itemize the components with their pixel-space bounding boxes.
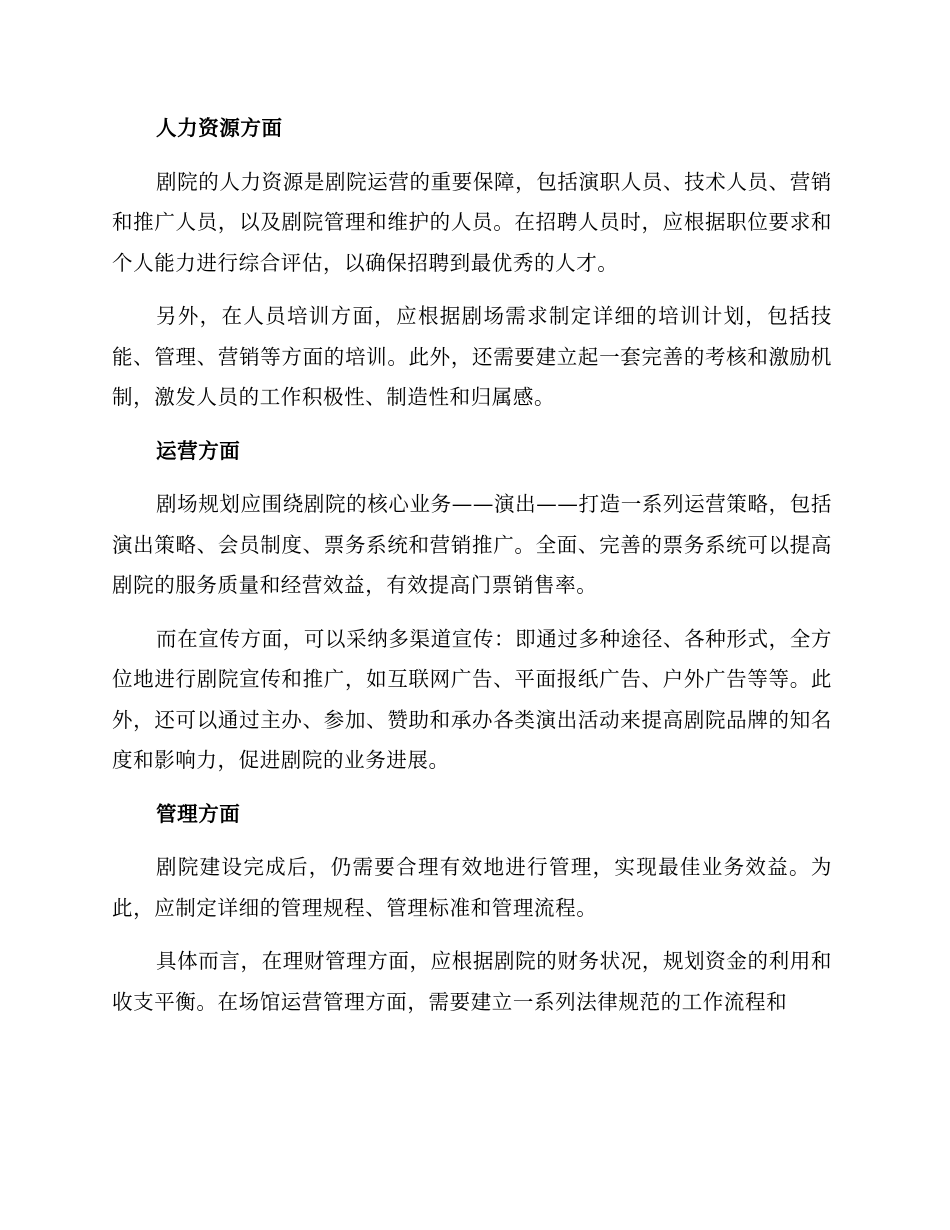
section-heading-operations: 运营方面 [156,438,241,463]
paragraph-management-1: 剧院建设完成后，仍需要合理有效地进行管理，实现最佳业务效益。为此，应制定详细的管理规程、管理标准和管理流程。 [112,855,832,920]
paragraph-hr-1: 剧院的人力资源是剧院运营的重要保障，包括演职人员、技术人员、营销和推广人员，以及剧院管理和维护的人员。在招聘人员时，应根据职位要求和个人能力进行综合评估，以确保招聘到最优秀的人才。 [112,169,832,275]
section-heading-management: 管理方面 [156,801,241,826]
section-heading-hr: 人力资源方面 [156,116,283,140]
paragraph-hr-2: 另外，在人员培训方面，应根据剧场需求制定详细的培训计划，包括技能、管理、营销等方面的培训。此外，还需要建立起一套完善的考核和激励机制，激发人员的工作积极性、制造性和归属感。 [112,304,832,409]
document-page [112,108,832,1035]
paragraph-management-2: 具体而言，在理财管理方面，应根据剧院的财务状况，规划资金的利用和收支平衡。在场馆运营管理方面，需要建立一系列法律规范的工作流程和 [112,949,832,1014]
paragraph-operations-2: 而在宣传方面，可以采纳多渠道宣传：即通过多种途径、各种形式，全方位地进行剧院宣传和推广，如互联网广告、平面报纸广告、户外广告等等。此外，还可以通过主办、参加、赞助和承办各类演出活动来提高剧院品牌的知名度和影响力，促进剧院的业务进展。 [112,626,832,772]
paragraph-operations-1: 剧场规划应围绕剧院的核心业务——演出——打造一系列运营策略，包括演出策略、会员制度、票务系统和营销推广。全面、完善的票务系统可以提高剧院的服务质量和经营效益，有效提高门票销售率。 [112,492,832,597]
